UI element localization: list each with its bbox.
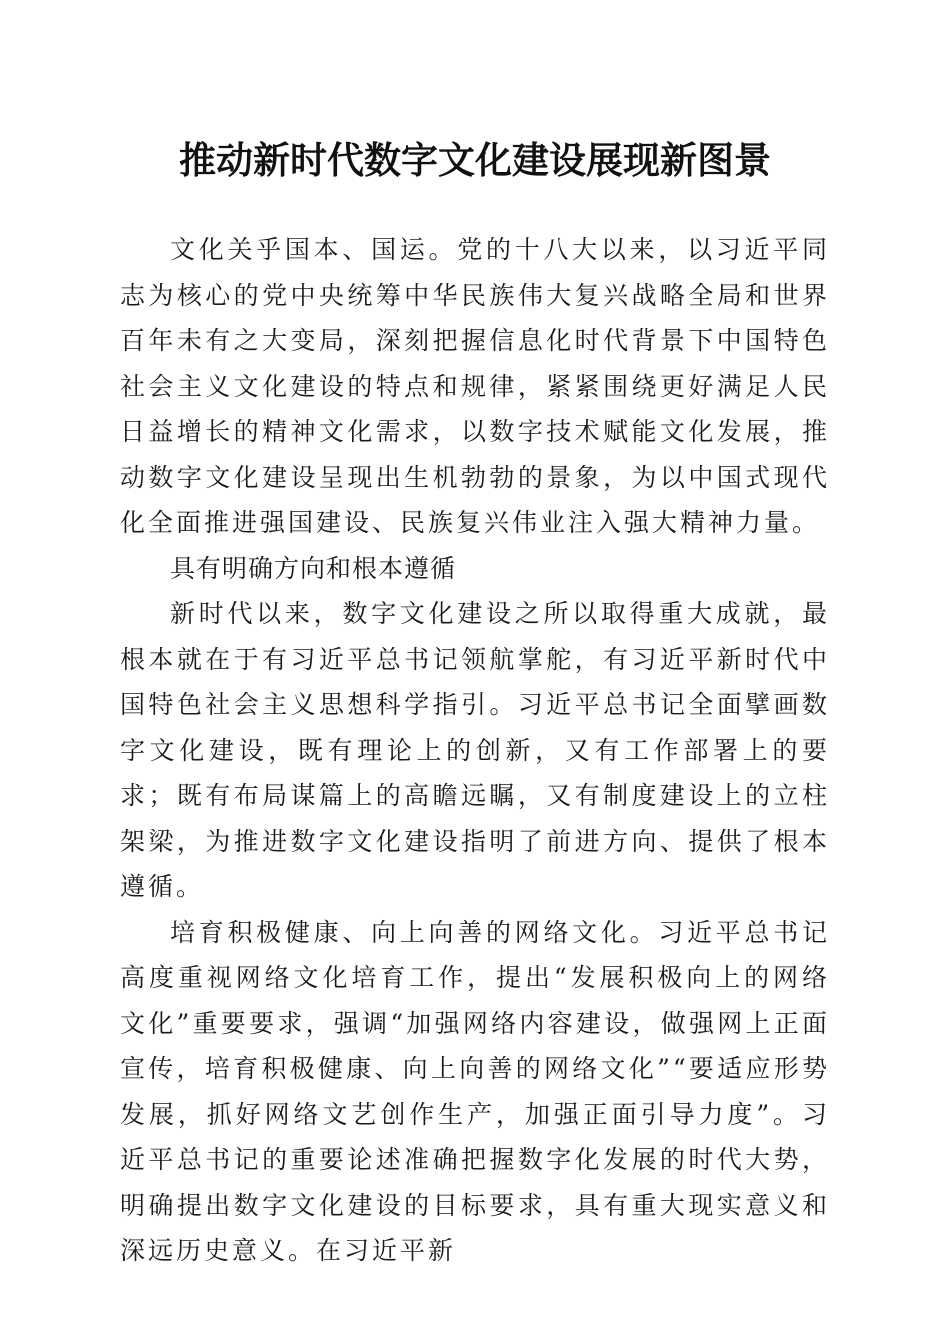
document-title: 推动新时代数字文化建设展现新图景 — [179, 138, 771, 182]
section-heading: 具有明确方向和根本遵循 — [170, 553, 457, 583]
paragraph-direction: 新时代以来，数字文化建设之所以取得重大成就，最根本就在于有习近平总书记领航掌舵，有习近平新时代中国特色社会主义思想科学指引。习近平总书记全面擘画数字文化建设，既有理论上的创新，又有工作部署上的要求；既有布局谋篇上的高瞻远瞩，又有制度建设上的立柱架梁，为推进数字文化建设指明了前进方向、提供了根本遵循。 — [120, 599, 830, 901]
paragraph-intro: 文化关乎国本、国运。党的十八大以来，以习近平同志为核心的党中央统筹中华民族伟大复兴战略全局和世界百年未有之大变局，深刻把握信息化时代背景下中国特色社会主义文化建设的特点和规律，紧紧围绕更好满足人民日益增长的精神文化需求，以数字技术赋能文化发展，推动数字文化建设呈现出生机勃勃的景象，为以中国式现代化全面推进强国建设、民族复兴伟业注入强大精神力量。 — [120, 235, 830, 537]
paragraph-network-culture: 培育积极健康、向上向善的网络文化。习近平总书记高度重视网络文化培育工作，提出“发展积极向上的网络文化”重要要求，强调“加强网络内容建设，做强网上正面宣传，培育积极健康、向上向善的网络文化”“要适应形势发展，抓好网络文艺创作生产，加强正面引导力度”。习近平总书记的重要论述准确把握数字化发展的时代大势，明确提出数字文化建设的目标要求，具有重大现实意义和深远历史意义。在习近平新 — [120, 917, 830, 1265]
document-body — [120, 227, 830, 1274]
